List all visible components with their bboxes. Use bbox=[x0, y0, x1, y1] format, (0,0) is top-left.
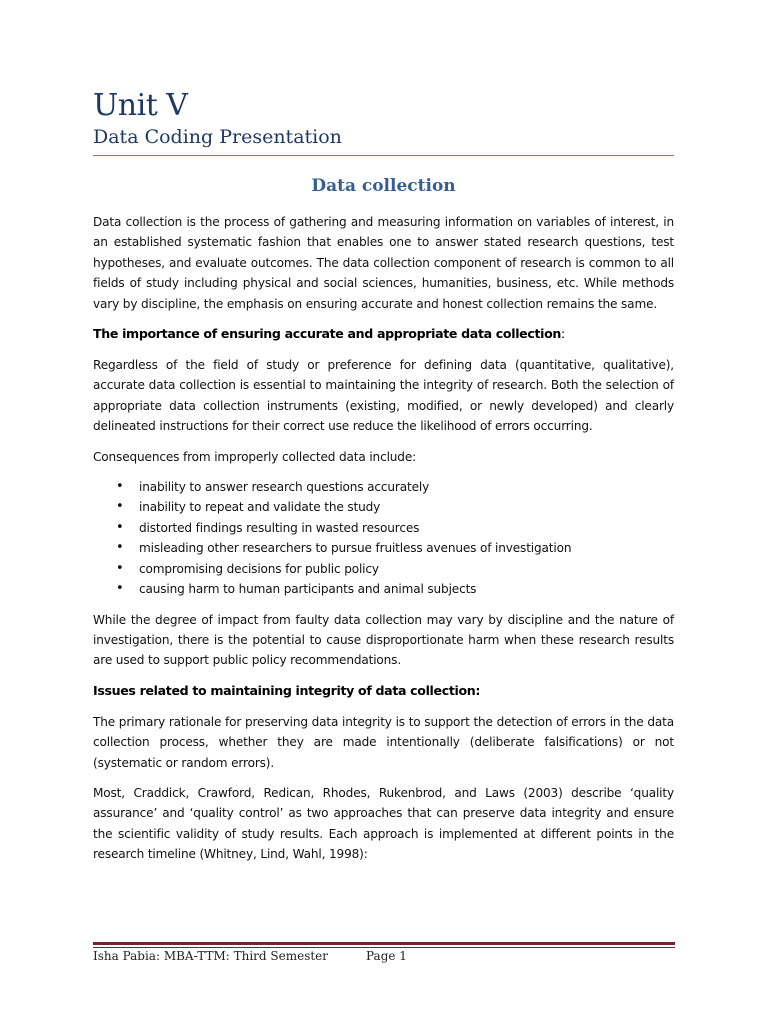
footer-divider-thin bbox=[93, 947, 675, 948]
page-footer bbox=[93, 949, 407, 963]
importance-heading-colon: : bbox=[561, 326, 565, 342]
importance-heading bbox=[93, 324, 674, 344]
integrity-paragraph-1: The primary rationale for preserving data integrity is to support the detection of errors in the data collection process, whether they are made intentionally (deliberate falsifications) or not (systematic or random errors). bbox=[93, 714, 674, 770]
list-item: • compromising decisions for public policy bbox=[139, 559, 674, 579]
unit-subtitle: Data Coding Presentation bbox=[93, 126, 342, 148]
consequences-closing: While the degree of impact from faulty data collection may vary by discipline and the nature of investigation, there is the potential to cause disproportionate harm when these research results are used to support public policy recommendations. bbox=[93, 612, 674, 668]
unit-title: Unit V bbox=[93, 88, 188, 123]
consequences-list bbox=[93, 477, 674, 599]
section-title: Data collection bbox=[311, 176, 456, 196]
intro-paragraph: Data collection is the process of gathering and measuring information on variables of interest, in an established systematic fashion that enables one to answer stated research questions, test hypotheses, and evaluate outcomes. The data collection component of research is common to all fields of study including physical and social sciences, humanities, business, etc. While methods vary by discipline, the emphasis on ensuring accurate and honest collection remains the same. bbox=[93, 215, 674, 311]
footer-page-number: Page 1 bbox=[366, 949, 407, 963]
document-page bbox=[93, 88, 674, 875]
integrity-paragraph-2: Most, Craddick, Crawford, Redican, Rhodes, Rukenbrod, and Laws (2003) describe ‘quality assurance’ and ‘quality control’ as two approaches that can preserve data integrity and ensure the scientific validity of study results. Each approach is implemented at different points in the research timeline (Whitney, Lind, Wahl, 1998): bbox=[93, 785, 674, 862]
integrity-heading: Issues related to maintaining integrity of data collection: bbox=[93, 682, 481, 698]
title-divider bbox=[93, 155, 674, 156]
consequences-lead: Consequences from improperly collected data include: bbox=[93, 449, 417, 464]
list-item: • inability to repeat and validate the study bbox=[139, 497, 674, 517]
list-item: • causing harm to human participants and animal subjects bbox=[139, 579, 674, 599]
importance-heading-text: The importance of ensuring accurate and appropriate data collection bbox=[93, 326, 562, 342]
list-item: • inability to answer research questions accurately bbox=[139, 477, 674, 497]
list-item: • misleading other researchers to pursue fruitless avenues of investigation bbox=[139, 538, 674, 558]
footer-author: Isha Pabia: MBA-TTM: Third Semester bbox=[93, 949, 329, 963]
importance-paragraph: Regardless of the field of study or preference for defining data (quantitative, qualitative), accurate data collection is essential to maintaining the integrity of research. Both the selection of appropriate data collection instruments (existing, modified, or newly developed) and clearly delineated instructions for their correct use reduce the likelihood of errors occurring. bbox=[93, 358, 674, 434]
footer-divider-thick bbox=[93, 942, 675, 945]
list-item: • distorted findings resulting in wasted resources bbox=[139, 518, 674, 538]
